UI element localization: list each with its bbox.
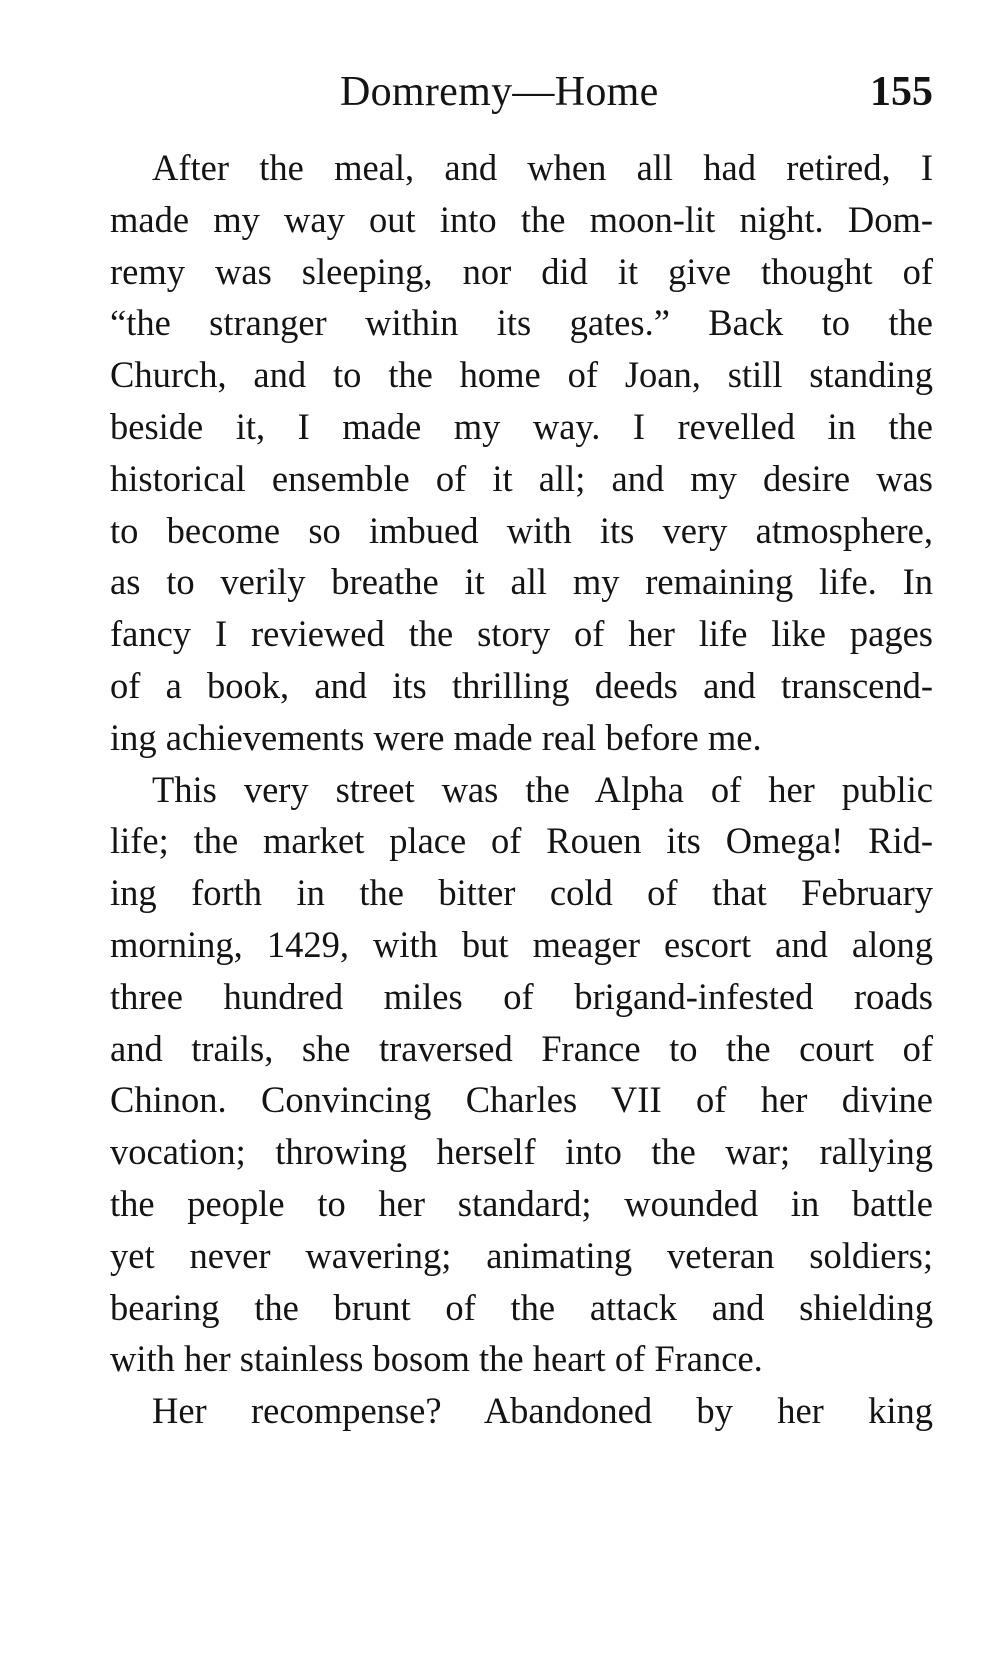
text-line: Chinon. Convincing Charles VII of her divine bbox=[110, 1079, 933, 1121]
text-line: of a book, and its thrilling deeds and transcend- bbox=[110, 664, 933, 706]
text-line: historical ensemble of it all; and my desire was bbox=[110, 457, 933, 499]
text-line: vocation; throwing herself into the war; rallying bbox=[110, 1131, 933, 1173]
text-line: three hundred miles of brigand-infested roads bbox=[110, 975, 933, 1017]
text-line: yet never wavering; animating veteran soldiers; bbox=[110, 1234, 933, 1276]
text-line: to become so imbued with its very atmosphere, bbox=[110, 509, 933, 551]
text-line: as to verily breathe it all my remaining life. In bbox=[110, 561, 933, 603]
text-line: with her stainless bosom the heart of France. bbox=[110, 1338, 763, 1380]
text-line: beside it, I made my way. I revelled in the bbox=[110, 405, 933, 447]
text-line: fancy I reviewed the story of her life like pages bbox=[110, 613, 933, 655]
page-number: 155 bbox=[870, 69, 933, 115]
text-line: life; the market place of Rouen its Omega! Rid- bbox=[110, 820, 933, 862]
text-line: the people to her standard; wounded in battle bbox=[110, 1182, 933, 1224]
text-line: remy was sleeping, nor did it give thought of bbox=[110, 250, 933, 292]
page-header bbox=[110, 68, 933, 128]
text-line: Church, and to the home of Joan, still standing bbox=[110, 354, 933, 396]
text-line: ing forth in the bitter cold of that February bbox=[110, 872, 933, 914]
text-line: Her recompense? Abandoned by her king bbox=[152, 1390, 933, 1432]
text-line: This very street was the Alpha of her public bbox=[152, 768, 933, 810]
text-line: ing achievements were made real before me. bbox=[110, 716, 762, 758]
text-line: and trails, she traversed France to the court of bbox=[110, 1027, 933, 1069]
body-text bbox=[110, 142, 933, 1437]
running-title: Domremy—Home bbox=[340, 69, 659, 115]
text-line: “the stranger within its gates.” Back to the bbox=[110, 302, 933, 344]
text-line: made my way out into the moon-lit night. Dom- bbox=[110, 198, 933, 240]
text-line: After the meal, and when all had retired, I bbox=[152, 147, 933, 188]
text-line: bearing the brunt of the attack and shielding bbox=[110, 1286, 933, 1328]
text-line: morning, 1429, with but meager escort and along bbox=[110, 923, 933, 965]
